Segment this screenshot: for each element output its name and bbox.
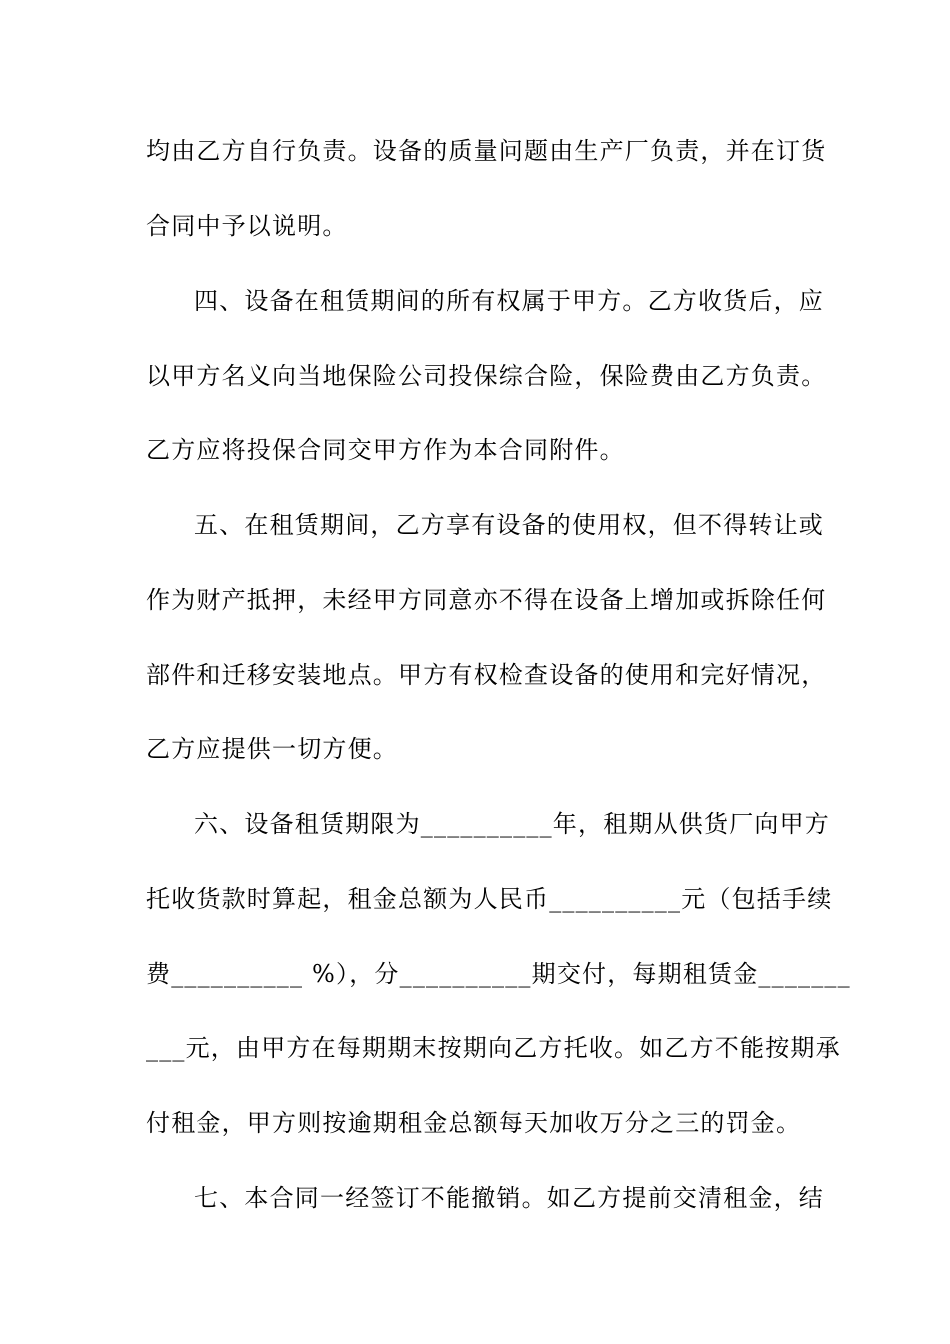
paragraph-six-start: 六、设备租赁期限为__________年，租期从供货厂向甲方 <box>194 810 830 838</box>
paragraph-four-start: 四、设备在租赁期间的所有权属于甲方。乙方收货后，应 <box>194 287 824 315</box>
text-line: 费__________ %），分__________期交付，每期租赁金_______ <box>146 960 851 988</box>
text-line: 作为财产抵押，未经甲方同意亦不得在设备上增加或拆除任何 <box>146 586 827 614</box>
text-line: 均由乙方自行负责。设备的质量问题由生产厂负责，并在订货 <box>146 137 827 165</box>
text-line: 合同中予以说明。 <box>146 212 348 240</box>
text-line: ___元，由甲方在每期期末按期向乙方托收。如乙方不能按期承 <box>146 1034 841 1062</box>
text-line: 乙方应提供一切方便。 <box>146 735 398 763</box>
text-line: 托收货款时算起，租金总额为人民币__________元（包括手续 <box>146 885 833 913</box>
text-line: 乙方应将投保合同交甲方作为本合同附件。 <box>146 436 625 464</box>
paragraph-five-start: 五、在租赁期间，乙方享有设备的使用权，但不得转让或 <box>194 511 824 539</box>
text-line: 付租金，甲方则按逾期租金总额每天加收万分之三的罚金。 <box>146 1109 802 1137</box>
text-line: 以甲方名义向当地保险公司投保综合险，保险费由乙方负责。 <box>146 362 827 390</box>
paragraph-seven-start: 七、本合同一经签订不能撤销。如乙方提前交清租金，结 <box>194 1184 824 1212</box>
text-line: 部件和迁移安装地点。甲方有权检查设备的使用和完好情况， <box>146 661 827 689</box>
